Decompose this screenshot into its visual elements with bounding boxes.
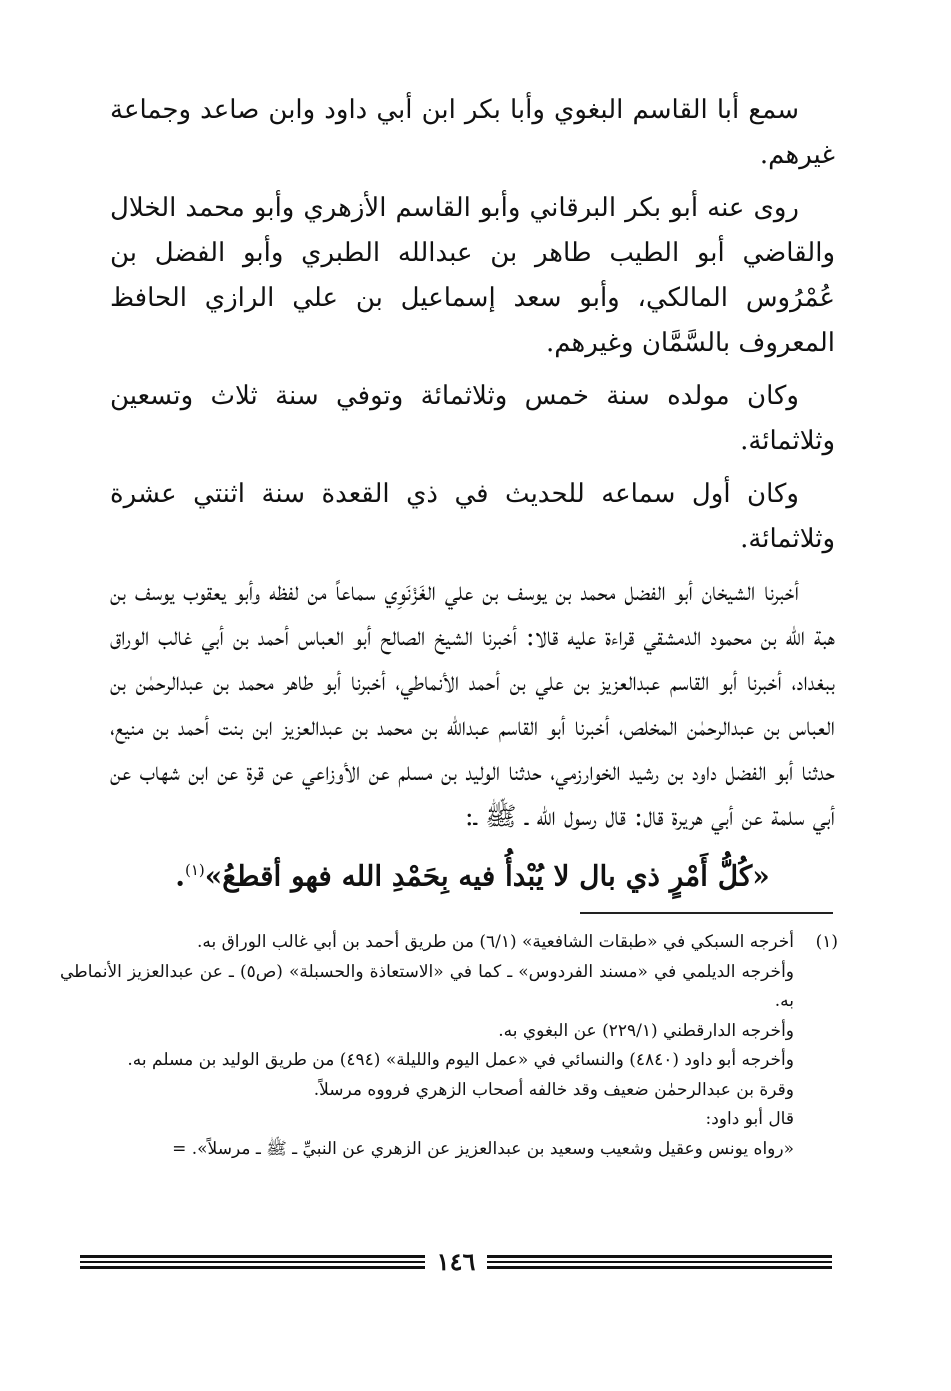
page-number: ١٤٦ bbox=[436, 1247, 476, 1276]
footer-rule-left bbox=[80, 1255, 425, 1269]
footnote-number: (١) bbox=[815, 932, 838, 952]
paragraph-3: وكان مولده سنة خمس وثلاثمائة وتوفي سنة ثلاث وتسعين وثلاثمائة. bbox=[110, 381, 835, 456]
footnote-line: وأخرجه الدارقطني (٢٢٩/١) عن البغوي به. bbox=[498, 1020, 794, 1041]
paragraph-4: وكان أول سماعه للحديث في ذي القعدة سنة اثنتي عشرة وثلاثمائة. bbox=[110, 479, 835, 554]
footnote-line: أخرجه السبكي في «طبقات الشافعية» (٦/١) من طريق أحمد بن أبي غالب الوراق به. bbox=[196, 932, 794, 952]
footnote-line: وأخرجه الديلمي في «مسند الفردوس» ـ كما في «الاستعاذة والحسبلة» (ص٥) ـ عن عبدالعزيز الأنماطي به. bbox=[60, 961, 794, 1011]
footnote-marker: (١) bbox=[185, 861, 205, 879]
footnote-body bbox=[60, 928, 794, 1164]
footer-rule-right bbox=[487, 1255, 832, 1269]
hadith-end: . bbox=[175, 859, 185, 893]
footnote-line: قال أبو داود: bbox=[705, 1109, 794, 1129]
footnote-entry bbox=[60, 928, 838, 1164]
paragraph-5: أخبرنا الشيخان أبو الفضل محمد بن يوسف بن علي الغَزْنَوِي سماعاً من لفظه وأبو يعقوب يوسف بن هبة الله بن محمود الدمشقي قراءة عليه قالا: أخبرنا الشيخ الصالح أبو العباس أحمد بن أبي غالب الوراق ببغداد، أخبرنا أبو القاسم عبدالعزيز بن علي بن أحمد الأنماطي، أخبرنا أبو طاهر محمد بن عبدالرحمٰن بن العباس بن عبدالرحمٰن المخلص، أخبرنا أبو القاسم عبدالله بن محمد بن عبدالعزيز ابن بنت أحمد بن منيع، حدثنا أبو الفضل داود بن رشيد الخوارزمي، حدثنا الوليد بن مسلم عن الأوزاعي عن قرة عن ابن شهاب عن أبي سلمة عن أبي هريرة قال: قال رسول الله ـ ﷺ ـ: bbox=[110, 577, 835, 832]
paragraph-2: روى عنه أبو بكر البرقاني وأبو القاسم الأزهري وأبو محمد الخلال والقاضي أبو الطيب طاهر بن عبدالله الطبري وأبو الفضل بن عُمْرُوس المالكي، وأبو سعد إسماعيل بن علي الرازي الحافظ المعروف بالسَّمَّان وغيرهم. bbox=[110, 193, 835, 358]
hadith-text: «كُلُّ أَمْرٍ ذي بال لا يُبْدأُ فيه بِحَمْدِ الله فهو أقطعُ» bbox=[204, 859, 770, 893]
hadith-quote bbox=[110, 848, 835, 898]
footnote-separator bbox=[580, 912, 833, 914]
footnote-line: «رواه يونس وعقيل وشعيب وسعيد بن عبدالعزيز عن الزهري عن النبيِّ ـ ﷺ ـ مرسلاً». = bbox=[172, 1138, 794, 1159]
footnote-line: وأخرجه أبو داود (٤٨٤٠) والنسائي في «عمل اليوم والليلة» (٤٩٤) من طريق الوليد بن مسلم به. bbox=[127, 1050, 794, 1070]
main-text bbox=[110, 88, 835, 906]
page-footer bbox=[80, 1247, 832, 1276]
footnotes bbox=[60, 928, 838, 1164]
paragraph-1: سمع أبا القاسم البغوي وأبا بكر ابن أبي داود وابن صاعد وجماعة غيرهم. bbox=[110, 95, 835, 170]
footnote-line: وقرة بن عبدالرحمٰن ضعيف وقد خالفه أصحاب الزهري فرووه مرسلاً. bbox=[313, 1079, 794, 1100]
